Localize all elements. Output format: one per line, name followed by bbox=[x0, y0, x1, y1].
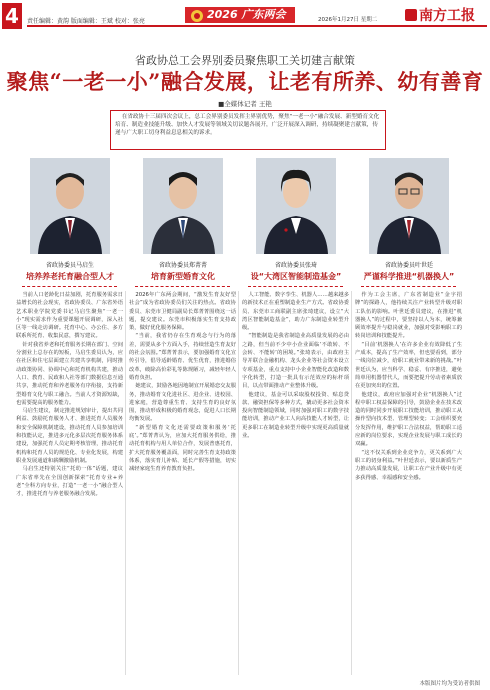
paragraph: 作为工会主席，广东省制造业“金字招牌”的探路人，他持续关注产业转型升级对职工队伍的影响。叶世廷委员建议，在推进“机器换人”的过程中，要坚持以人为本，统筹兼顾效率提升与稳岗就业，加强对受影响职工的转岗培训和技能提升。 bbox=[355, 292, 462, 340]
person-label-2: 省政协委员郑菁菁 bbox=[158, 262, 207, 269]
column-rule-3 bbox=[248, 286, 343, 287]
column-body-4 bbox=[355, 291, 462, 675]
paragraph: 她建议，鼓励各地因地制宜开展婚恋交友服务，推动婚育文化进社区、进企业、进校园、进家庭，营造尊重生育、支持生育的良好氛围，推动形成积极的婚育观念，促进人口长期均衡发展。 bbox=[129, 383, 236, 423]
paragraph: “当前，我省仍存在生育观念与行为的落差，需要从多个方面入手，持续营造生育友好的社会氛围。”郑菁菁表示，要加强婚育文化宣传引导，倡导适龄婚育、优生优育，推进婚俗改革，破除高价彩礼等陈规陋习，减轻年轻人婚育负担。 bbox=[129, 333, 236, 381]
paragraph: “这不仅关系到企业竞争力，更关系到广大职工的切身利益。”叶世廷表示，要以新质生产力推动高质量发展，让职工在产业升级中有更多获得感、幸福感和安全感。 bbox=[355, 449, 462, 481]
article-title: 聚焦“一老一小”融合发展，让老有所养、幼有善育 bbox=[6, 69, 484, 94]
column-divider bbox=[351, 291, 352, 675]
logo-mark-icon bbox=[405, 9, 417, 21]
column-body-1 bbox=[16, 291, 123, 675]
person-label-4: 省政协委员叶世廷 bbox=[384, 262, 433, 269]
editor-credits: 责任编辑：黄韵 版面编辑：王斌 校对：张亮 bbox=[27, 18, 145, 25]
viewpoint-heading-1: 培养养老托育融合型人才 bbox=[26, 272, 114, 281]
viewpoint-heading-3: 设“大湾区智能制造基金” bbox=[250, 272, 342, 281]
banner-title: 2026 广东两会 bbox=[207, 8, 286, 21]
viewpoint-heading-2: 培育新型婚育文化 bbox=[151, 272, 215, 281]
column-rule-1 bbox=[22, 286, 117, 287]
person-label-3: 省政协委员张琦 bbox=[274, 262, 317, 269]
paragraph: 人工智能、数字孪生、机器人……越来越多的新技术正在重塑制造业生产方式。省政协委员、东莞市工商联副主席张琦建议，设立“大湾区智能制造基金”，助力广东制造业转型升级。 bbox=[242, 292, 349, 332]
photo-person-3 bbox=[256, 158, 336, 254]
photo-person-4 bbox=[369, 158, 449, 254]
paragraph: 当前人口老龄化日益加剧，托育服务需求日益增长的社会现实，省政协委员、广东省外语艺术职业学院党委书记马启生聚焦“一老一小”现实需求作为重要课题开展调研，深入社区等一线走访调研。托育中心、办公住、多方联系所托育、收集民意，撰写建议。 bbox=[16, 292, 123, 340]
article-intro: 在省政协十三届四次会议上，总工会界别委员发挥主界别优势，聚焦“一老一小”融合发展、新型婚育文化培育、制造业技能升级、加快人才发展等领域关切议题各展开，广泛开展深入调研，持续凝聚建言献策，传递与广大职工切身利益息息相关的诉求。 bbox=[110, 110, 386, 150]
paragraph: 他建议，政府应加强对企业“机器换人”过程中职工权益保障的引导，鼓励企业在技术改造的同时同步开展职工技能培训，推动职工从操作型向技术型、管理型转变；工会组织要充分发挥作用，维护职工合法权益，帮助职工适应新的岗位要求，实现企业发展与职工成长的双赢。 bbox=[355, 391, 462, 448]
photo-credit: 本版图片均为受访者供图 bbox=[419, 681, 480, 687]
person-label-1: 省政协委员马启生 bbox=[45, 262, 94, 269]
paragraph: 针对我省养老和托育服务长期在部门、空间分割业上总存在的短板，马启生委员认为，应在社区和住宅层面建立共建共享机制，同时推动政策协同、协调中心和托育机构共建，推动人口、教育、民政和人社等部门数据信息互通共享，推动托育和养老服务有序衔接，支持新型婚育文化与职工融合。当前人才资源短缺，也需要提高的服务能力。 bbox=[16, 341, 123, 406]
paragraph: 他建议，基金可以采取股权投资、贴息贷款、融资担保等多种方式，撬动更多社会资本投向智能制造领域，同时加强对职工的数字技能培训，推动产业工人向高技能人才转型，让更多职工在制造业转型升级中实现更高质量就业。 bbox=[242, 391, 349, 440]
paragraph: “新型婚育文化还需要政策和服务‘托底’。”郑菁菁认为，应加大托育服务供给，推动托育机构与用人单位合作，发展普惠托育，扩大托育服务覆盖面，同时完善生育支持政策体系，落实育儿补贴、延长产假等措施，切实减轻家庭生育养育教育负担。 bbox=[129, 424, 236, 473]
column-divider bbox=[125, 291, 126, 675]
page-number: 4 bbox=[2, 3, 22, 29]
paragraph: “智能制造是我省制造业高质量发展的必由之路，但当前不少中小企业面临‘不敢转、不会转、不能转’的困境。”张琦表示，由政府主导并联合金融机构、龙头企业等社会资本设立专项基金，重点支持中小企业智能化改造和数字化转型，打造一批具有示范效应的标杆项目，以点带面推动产业整体升级。 bbox=[242, 333, 349, 390]
column-body-3 bbox=[242, 291, 349, 675]
viewpoint-heading-4: 严谨科学推进“机器换人” bbox=[363, 272, 455, 281]
emblem-icon bbox=[190, 8, 204, 22]
header-rule bbox=[27, 25, 487, 27]
paragraph: 马启生还特别关注“托幼一体”话题，建议广东省率先在全国创新探索“托育专业+养老”全科方向专业，打造“一老一小”融合型人才，推进托育与养老服务融合发展。 bbox=[16, 466, 123, 498]
issue-date: 2026年1月27日 星期二 bbox=[318, 17, 378, 23]
photo-person-2 bbox=[143, 158, 223, 254]
newspaper-logo: 南方工报 bbox=[405, 5, 475, 25]
paragraph: 马启生建议，制定推进规划审计，提出共同利益、鼓励托育服务人才、推进托育人员服务和安全保障机制建设，推动托育人员参加培训和技能认定，推进多元化多层次托育服务体系建设，加强托育人员定期考核管理，推动托育机构和托育人员的规范化、专业化发展，构建职业发展通道和薪酬激励机制。 bbox=[16, 408, 123, 464]
column-rule-4 bbox=[361, 286, 456, 287]
photo-person-1 bbox=[30, 158, 110, 254]
paragraph: “目前‘机器换人’在许多企业有效降低了生产成本，提高了生产效率，但也要看到，部分一线岗位减少，给职工就业带来新的挑战。”叶世廷认为，应当科学、稳妥、有序推进，避免简单用机器替代人，而要把提升劳动者素质放在更加突出的位置。 bbox=[355, 341, 462, 390]
paragraph: 2026年广东两会期间，“激发生育友好型社会”成为省政协委员们关注的热点。省政协委员、东莞市卫健局副局长郑菁菁围绕这一话题，提交建议。东莞市积极落实生育支持政策，做好优化服务保障。 bbox=[129, 292, 236, 332]
column-divider bbox=[238, 291, 239, 675]
column-rule-2 bbox=[135, 286, 230, 287]
column-body-2 bbox=[129, 291, 236, 675]
reporter-byline: ■全媒体记者 王艳 bbox=[218, 100, 272, 108]
article-subtitle: 省政协总工会界别委员聚焦职工关切建言献策 bbox=[135, 54, 355, 67]
